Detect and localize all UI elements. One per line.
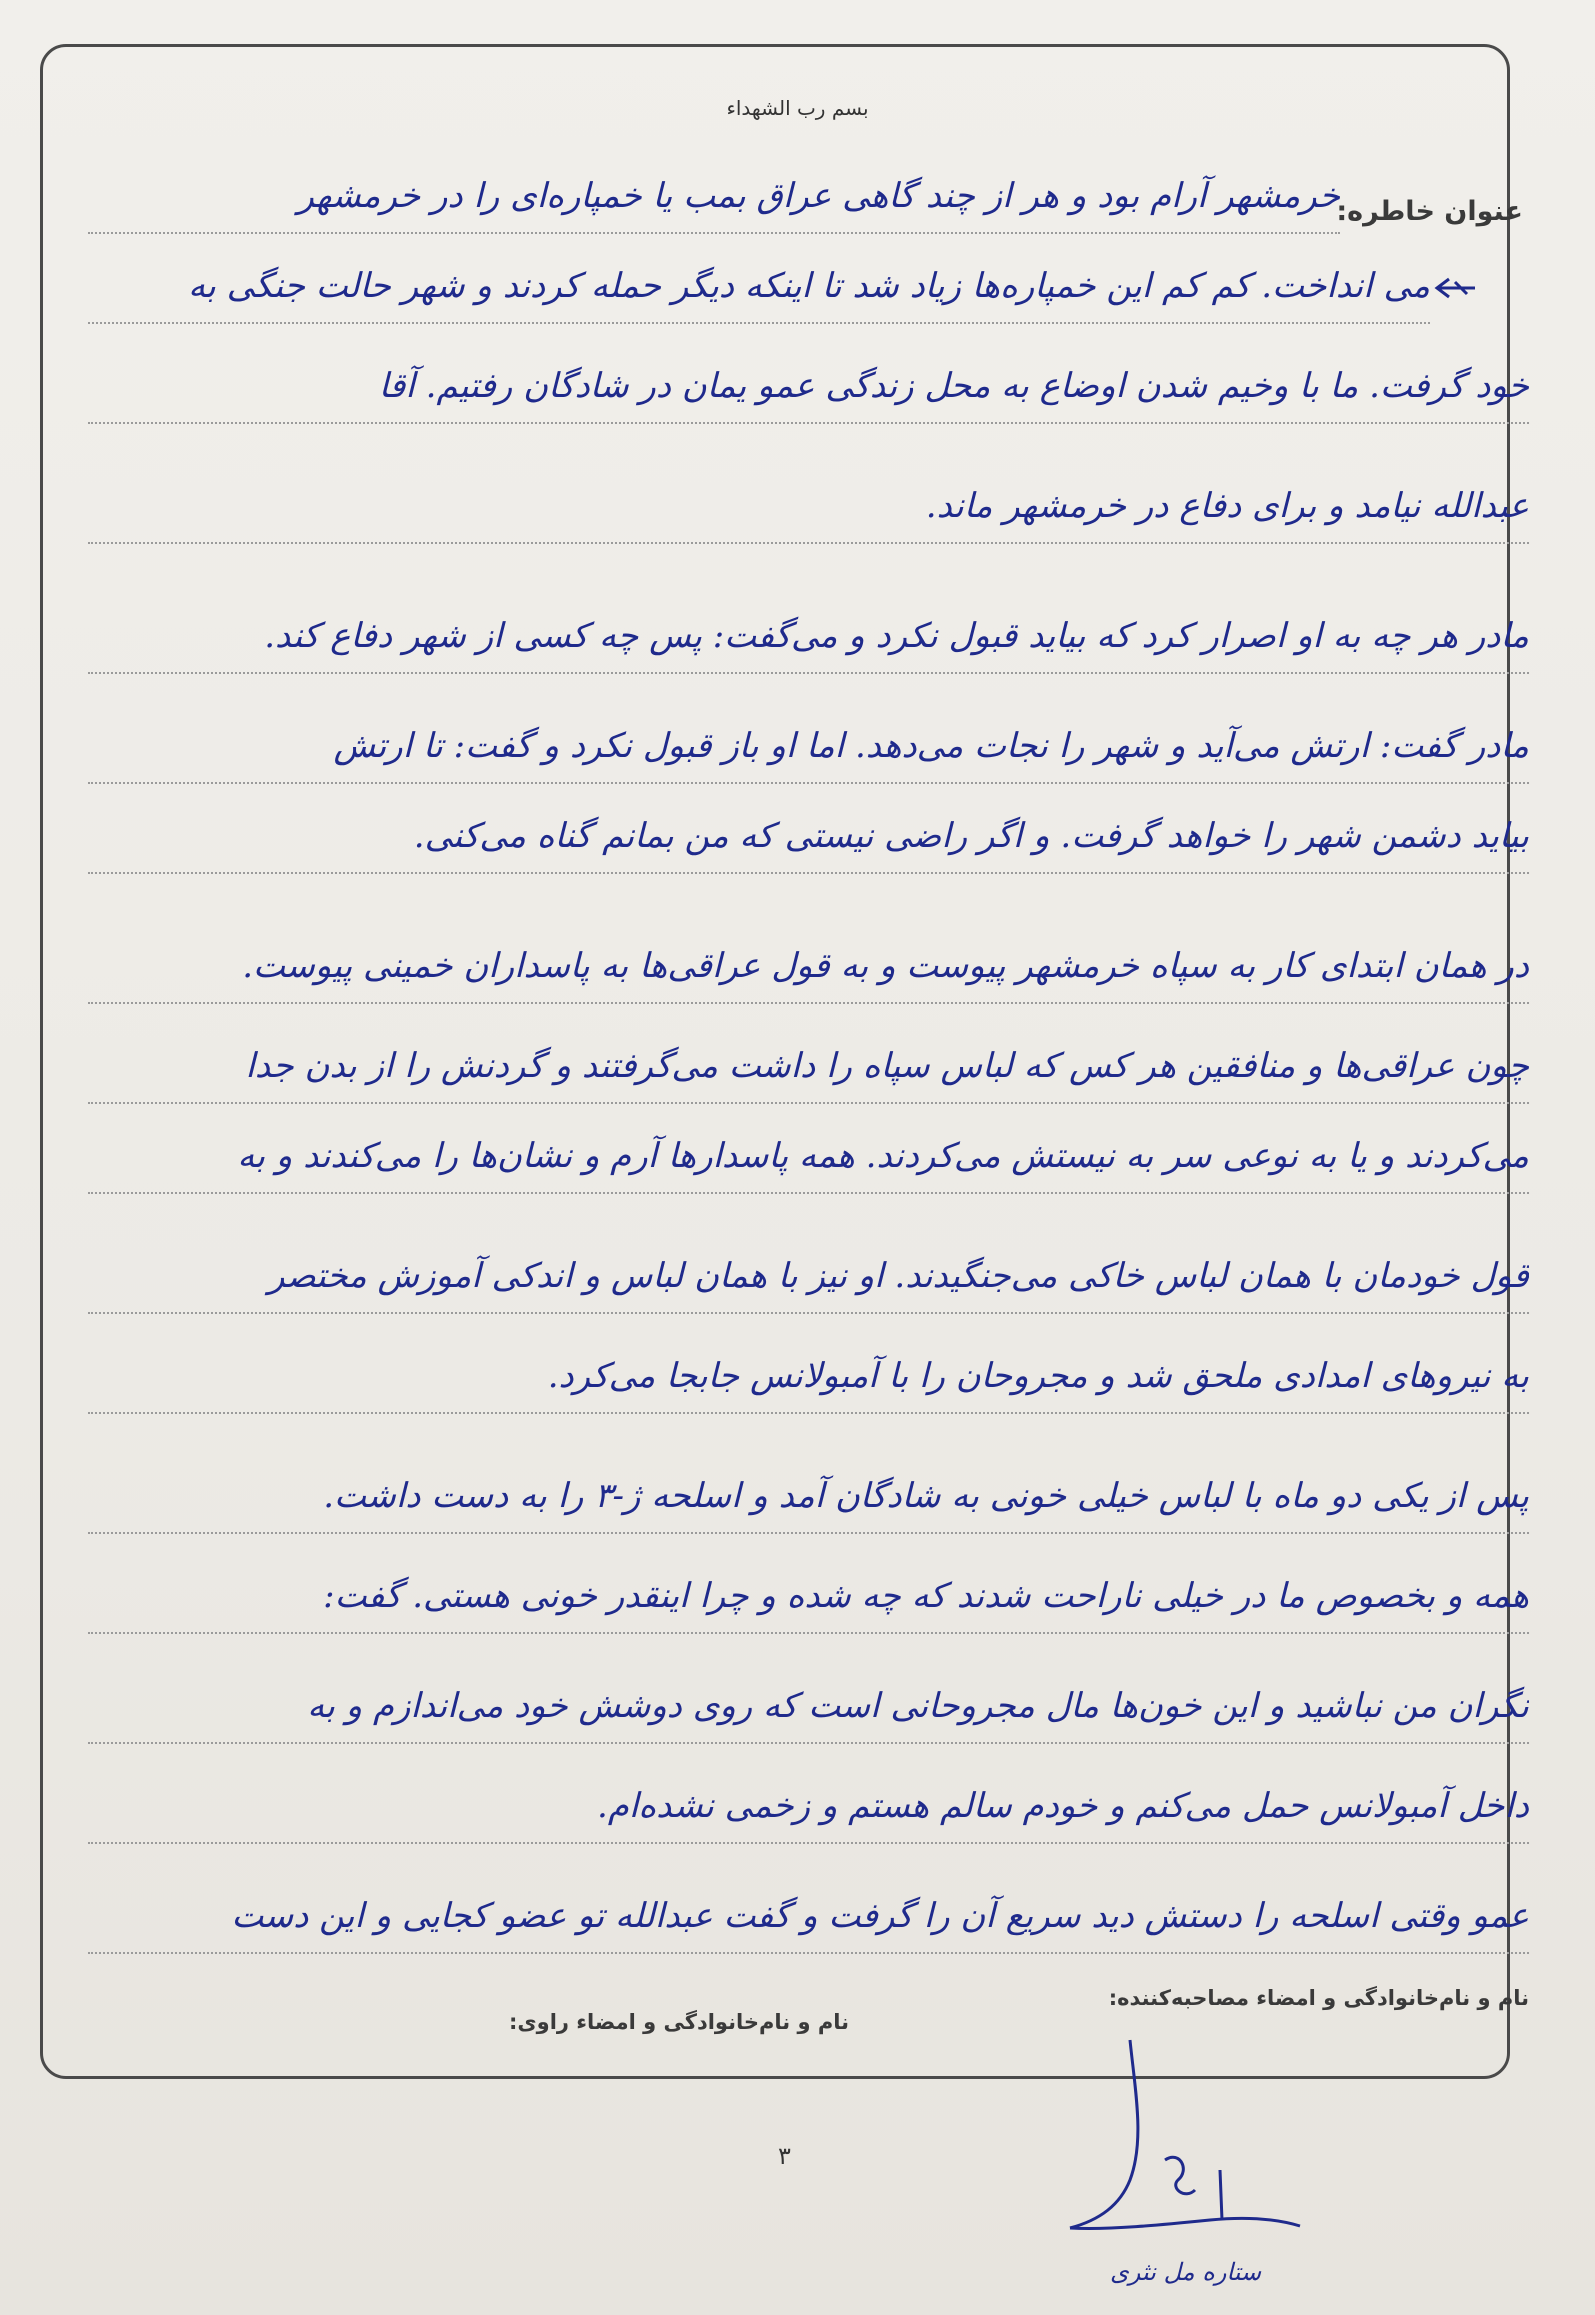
memoir-line: مادر گفت: ارتش می‌آید و شهر را نجات می‌دهد. اما او باز قبول نکرد و گفت: تا ارتش — [88, 710, 1529, 784]
memoir-line: داخل آمبولانس حمل می‌کنم و خودم سالم هستم و زخمی نشده‌ام. — [88, 1770, 1529, 1844]
memoir-line: می انداخت. کم کم این خمپاره‌ها زیاد شد تا اینکه دیگر حمله کردند و شهر حالت جنگی به — [88, 250, 1430, 324]
memoir-line: چون عراقی‌ها و منافقین هر کس که لباس سپاه را داشت می‌گرفتند و گردنش را از بدن جدا — [88, 1030, 1529, 1104]
signature-name: ستاره مل نثری — [1110, 2258, 1262, 2286]
arrow-icon — [1433, 276, 1477, 300]
memoir-line: در همان ابتدای کار به سپاه خرمشهر پیوست و به قول عراقی‌ها به پاسداران خمینی پیوست. — [88, 930, 1529, 1004]
memoir-line: پس از یکی دو ماه با لباس خیلی خونی به شادگان آمد و اسلحه ژ-۳ را به دست داشت. — [88, 1460, 1529, 1534]
narrator-signature-label: نام و نام‌خانوادگی و امضاء راوی: — [509, 2010, 849, 2034]
memoir-line: عمو وقتی اسلحه را دستش دید سریع آن را گرفت و گفت عبدالله تو عضو کجایی و این دست — [88, 1880, 1529, 1954]
memoir-line: به نیروهای امدادی ملحق شد و مجروحان را با آمبولانس جابجا می‌کرد. — [88, 1340, 1529, 1414]
memoir-line: عبدالله نیامد و برای دفاع در خرمشهر ماند. — [88, 470, 1529, 544]
memoir-line: خرمشهر آرام بود و هر از چند گاهی عراق بمب یا خمپاره‌ای را در خرمشهر — [88, 160, 1340, 234]
handwritten-signature — [960, 2030, 1320, 2260]
memoir-line: می‌کردند و یا به نوعی سر به نیستش می‌کردند. همه پاسدارها آرم و نشان‌ها را می‌کندند و به — [88, 1120, 1529, 1194]
memoir-line: خود گرفت. ما با وخیم شدن اوضاع به محل زندگی عمو یمان در شادگان رفتیم. آقا — [88, 350, 1529, 424]
page-header: بسم رب الشهداء — [726, 96, 869, 120]
page-number: ۳ — [778, 2142, 791, 2170]
memoir-line: مادر هر چه به او اصرار کرد که بیاید قبول نکرد و می‌گفت: پس چه کسی از شهر دفاع کند. — [88, 600, 1529, 674]
memoir-line: قول خودمان با همان لباس خاکی می‌جنگیدند. او نیز با همان لباس و اندکی آموزش مختصر — [88, 1240, 1529, 1314]
memoir-line: بیاید دشمن شهر را خواهد گرفت. و اگر راضی نیستی که من بمانم گناه می‌کنی. — [88, 800, 1529, 874]
interviewer-signature-label: نام و نام‌خانوادگی و امضاء مصاحبه‌کننده: — [1108, 1986, 1529, 2010]
memoir-line: همه و بخصوص ما در خیلی ناراحت شدند که چه شده و چرا اینقدر خونی هستی. گفت: — [88, 1560, 1529, 1634]
topic-label: عنوان خاطره: — [1336, 196, 1523, 227]
memoir-line: نگران من نباشید و این خون‌ها مال مجروحانی است که روی دوشش خود می‌اندازم و به — [88, 1670, 1529, 1744]
